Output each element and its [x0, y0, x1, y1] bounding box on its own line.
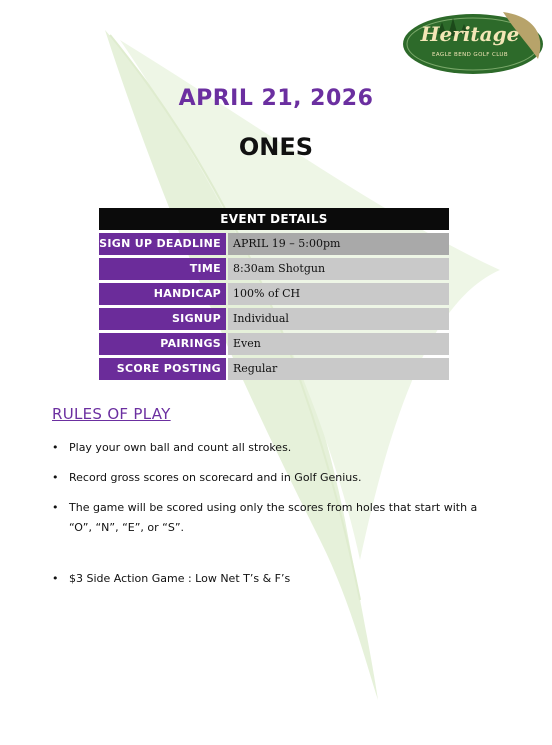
rule-item — [52, 468, 502, 488]
detail-value: Individual — [228, 308, 449, 330]
detail-value: Regular — [228, 358, 449, 380]
rule-item — [52, 438, 502, 458]
detail-label: SIGN UP DEADLINE — [99, 233, 226, 255]
rule-text: The game will be scored using only the scores from holes that start with a “O”, “N”, “E”, or “S”. — [69, 501, 478, 534]
detail-value: Even — [228, 333, 449, 355]
rules-of-play-heading: RULES OF PLAY — [52, 405, 171, 423]
event-title: ONES — [238, 133, 314, 161]
rule-text: Record gross scores on scorecard and in Golf Genius. — [69, 471, 362, 484]
bullet-icon: • — [52, 471, 59, 484]
detail-value: 100% of CH — [228, 283, 449, 305]
rule-item — [52, 498, 502, 538]
bullet-icon: • — [52, 441, 59, 454]
detail-row-pairings — [99, 333, 449, 355]
logo-subtitle: EAGLE BEND GOLF CLUB — [431, 52, 509, 58]
detail-row-handicap — [99, 283, 449, 305]
detail-row-score-posting — [99, 358, 449, 380]
detail-label: SCORE POSTING — [99, 358, 226, 380]
detail-label: PAIRINGS — [99, 333, 226, 355]
bullet-icon: • — [52, 501, 59, 514]
detail-label: SIGNUP — [99, 308, 226, 330]
event-details-header: EVENT DETAILS — [99, 208, 449, 230]
event-date: APRIL 21, 2026 — [178, 86, 374, 111]
side-action-text: $3 Side Action Game : Low Net T’s & F’s — [69, 572, 291, 585]
event-details-table — [99, 208, 449, 380]
rules-list — [52, 438, 502, 548]
rule-text: Play your own ball and count all strokes. — [69, 441, 292, 454]
detail-value: APRIL 19 – 5:00pm — [228, 233, 449, 255]
detail-label: HANDICAP — [99, 283, 226, 305]
detail-label: TIME — [99, 258, 226, 280]
detail-row-sign-up-deadline — [99, 233, 449, 255]
detail-value: 8:30am Shotgun — [228, 258, 449, 280]
detail-row-signup — [99, 308, 449, 330]
logo-name: Heritage — [420, 22, 520, 46]
side-action-item — [52, 569, 502, 589]
detail-row-time — [99, 258, 449, 280]
bullet-icon: • — [52, 572, 59, 585]
